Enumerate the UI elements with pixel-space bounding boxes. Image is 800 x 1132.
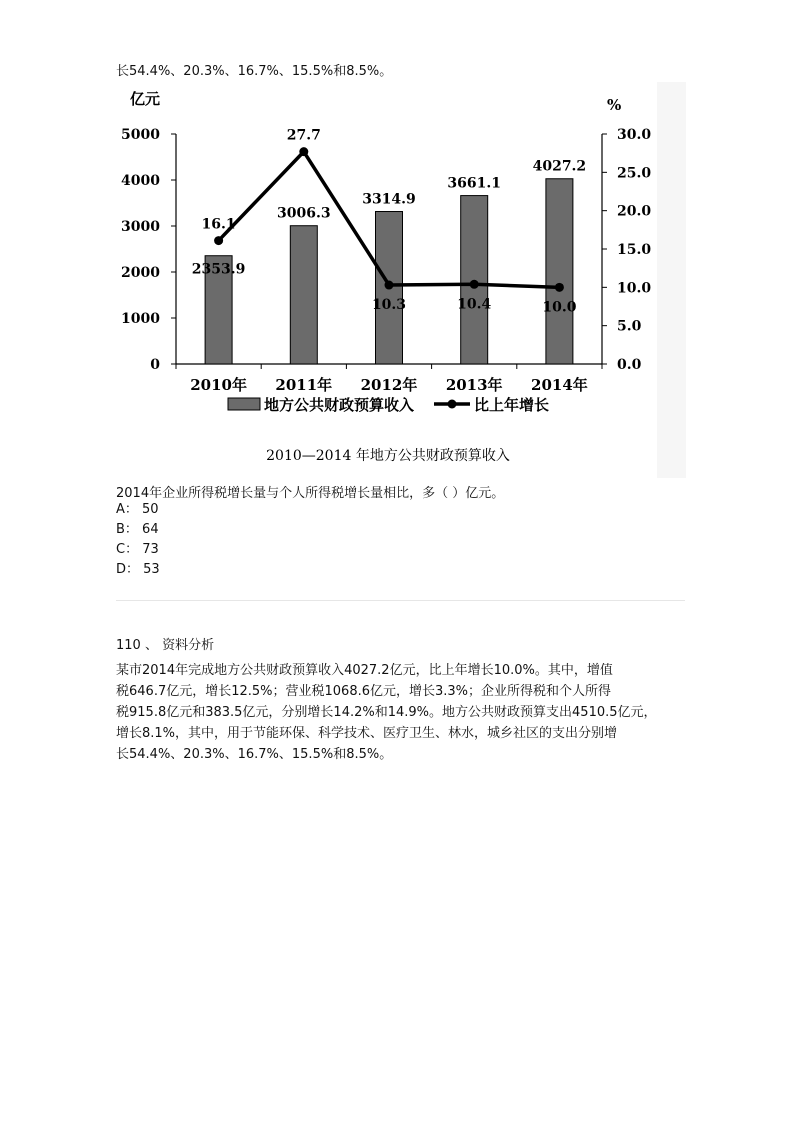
bar-value-label: 3661.1: [447, 175, 501, 192]
left-tick-label: 1000: [121, 311, 160, 327]
section-divider: [116, 600, 685, 601]
growth-value-label: 10.3: [371, 297, 407, 314]
bar-value-label: 3006.3: [277, 205, 331, 222]
paragraph-line: 增长8.1%，其中，用于节能环保、科学技术、医疗卫生、林水，城乡社区的支出分别增: [116, 726, 618, 741]
left-tick-label: 0: [150, 357, 160, 373]
growth-point: [299, 147, 308, 156]
growth-value-label: 27.7: [286, 127, 321, 144]
question-text: 2014年企业所得税增长量与个人所得税增长量相比，多（ ）亿元。: [116, 486, 505, 501]
paragraph-line: 税646.7亿元，增长12.5%；营业税1068.6亿元，增长3.3%；企业所得税和个人所得: [116, 684, 612, 699]
legend-bar-label: 地方公共财政预算收入: [264, 396, 415, 414]
growth-value-label: 10.4: [457, 296, 492, 313]
option-a[interactable]: A： 50: [116, 502, 159, 517]
chart-title: 2010—2014 年地方公共财政预算收入: [266, 448, 510, 464]
paragraph-line: 长54.4%、20.3%、16.7%、15.5%和8.5%。: [116, 747, 393, 762]
bar-value-label: 4027.2: [532, 158, 587, 175]
previous-passage-tail: 长54.4%、20.3%、16.7%、15.5%和8.5%。: [116, 64, 393, 79]
right-tick-label: 5.0: [617, 318, 642, 335]
chart-panel: [116, 82, 657, 478]
x-category-label: 2010年: [190, 376, 247, 394]
right-tick-label: 25.0: [617, 165, 652, 182]
chart-svg: [116, 82, 657, 478]
right-tick-label: 15.0: [617, 242, 652, 258]
left-tick-label: 2000: [121, 265, 160, 281]
growth-point: [214, 236, 223, 245]
x-category-label: 2012年: [360, 376, 418, 394]
paragraph-line: 税915.8亿元和383.5亿元，分别增长14.2%和14.9%。地方公共财政预算支出4510.5亿元，: [116, 705, 657, 720]
x-category-label: 2011年: [275, 376, 333, 394]
left-tick-label: 4000: [121, 173, 160, 189]
legend-line-marker: [448, 400, 457, 409]
legend-line-label: 比上年增长: [474, 396, 550, 414]
bar-value-label: 2353.9: [191, 261, 246, 278]
right-tick-label: 10.0: [617, 280, 652, 297]
left-tick-label: 3000: [121, 219, 160, 235]
paragraph-line: 某市2014年完成地方公共财政预算收入4027.2亿元，比上年增长10.0%。其中，增值: [116, 663, 613, 678]
right-tick-label: 20.0: [617, 203, 652, 220]
bar: [546, 179, 573, 364]
section-paragraph: [116, 660, 688, 765]
growth-point: [385, 281, 394, 290]
growth-point: [555, 283, 564, 292]
growth-point: [470, 280, 479, 289]
bar: [290, 226, 317, 364]
section-title: 110 、 资料分析: [116, 638, 215, 653]
growth-value-label: 16.1: [201, 216, 236, 233]
bar-value-label: 3314.9: [362, 191, 416, 208]
right-tick-label: 30.0: [617, 127, 652, 143]
x-category-label: 2013年: [445, 376, 503, 394]
chart-figure: [116, 82, 686, 478]
left-tick-label: 5000: [121, 127, 160, 143]
right-tick-label: 0.0: [617, 357, 642, 373]
option-b[interactable]: B： 64: [116, 522, 159, 537]
right-axis-unit: %: [607, 96, 622, 114]
option-c[interactable]: C： 73: [116, 542, 159, 557]
growth-value-label: 10.0: [542, 299, 577, 316]
option-d[interactable]: D： 53: [116, 562, 160, 577]
left-axis-unit: 亿元: [130, 90, 161, 108]
legend-bar-swatch: [228, 398, 260, 410]
x-category-label: 2014年: [531, 376, 588, 394]
